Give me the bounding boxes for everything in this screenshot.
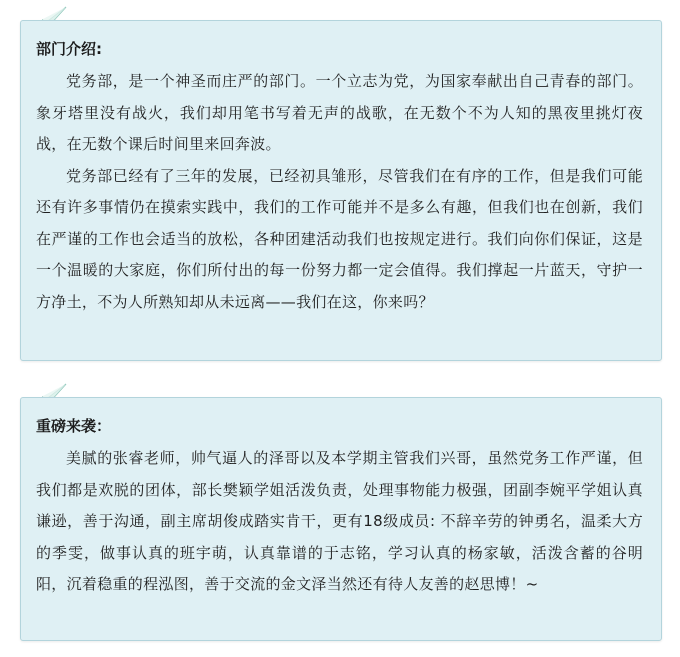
section-title: 部门介绍: xyxy=(36,40,102,58)
section-title: 重磅来袭： xyxy=(36,417,112,435)
members-card xyxy=(20,397,662,641)
paragraph: 美腻的张睿老师，帅气逼人的泽哥以及本学期主管我们兴哥，虽然党务工作严谨，但我们都是欢脱的团体，部长樊颖学姐活泼负责，处理事物能力极强，团副李婉平学姐认真谦逊，善于沟通，副主席胡俊成踏实肯干，更有18级成员: 不辞辛劳的钟勇名，温柔大方的季雯，做事认真的班宇萌，认真靠谱的于志铭，学习认真的杨家敏，活泼含蓄的谷明阳，沉着稳重的程泓图，善于交流的金文泽当然还有待人友善的赵思博！~ xyxy=(36,449,643,593)
department-intro-card xyxy=(20,20,662,361)
paragraph: 党务部，是一个神圣而庄严的部门。一个立志为党，为国家奉献出自己青春的部门。象牙塔里没有战火，我们却用笔书写着无声的战歌，在无数个不为人知的黑夜里挑灯夜战，在无数个课后时间里来回奔波。 xyxy=(36,72,643,153)
paragraph: 党务部已经有了三年的发展，已经初具雏形，尽管我们在有序的工作，但是我们可能还有许多事情仍在摸索实践中，我们的工作可能并不是多么有趣，但我们也在创新，我们在严谨的工作也会适当的放松，各种团建活动我们也按规定进行。我们向你们保证，这是一个温暖的大家庭，你们所付出的每一份努力都一定会值得。我们撑起一片蓝天，守护一方净土，不为人所熟知却从未远离——我们在这，你来吗？ xyxy=(36,166,643,311)
